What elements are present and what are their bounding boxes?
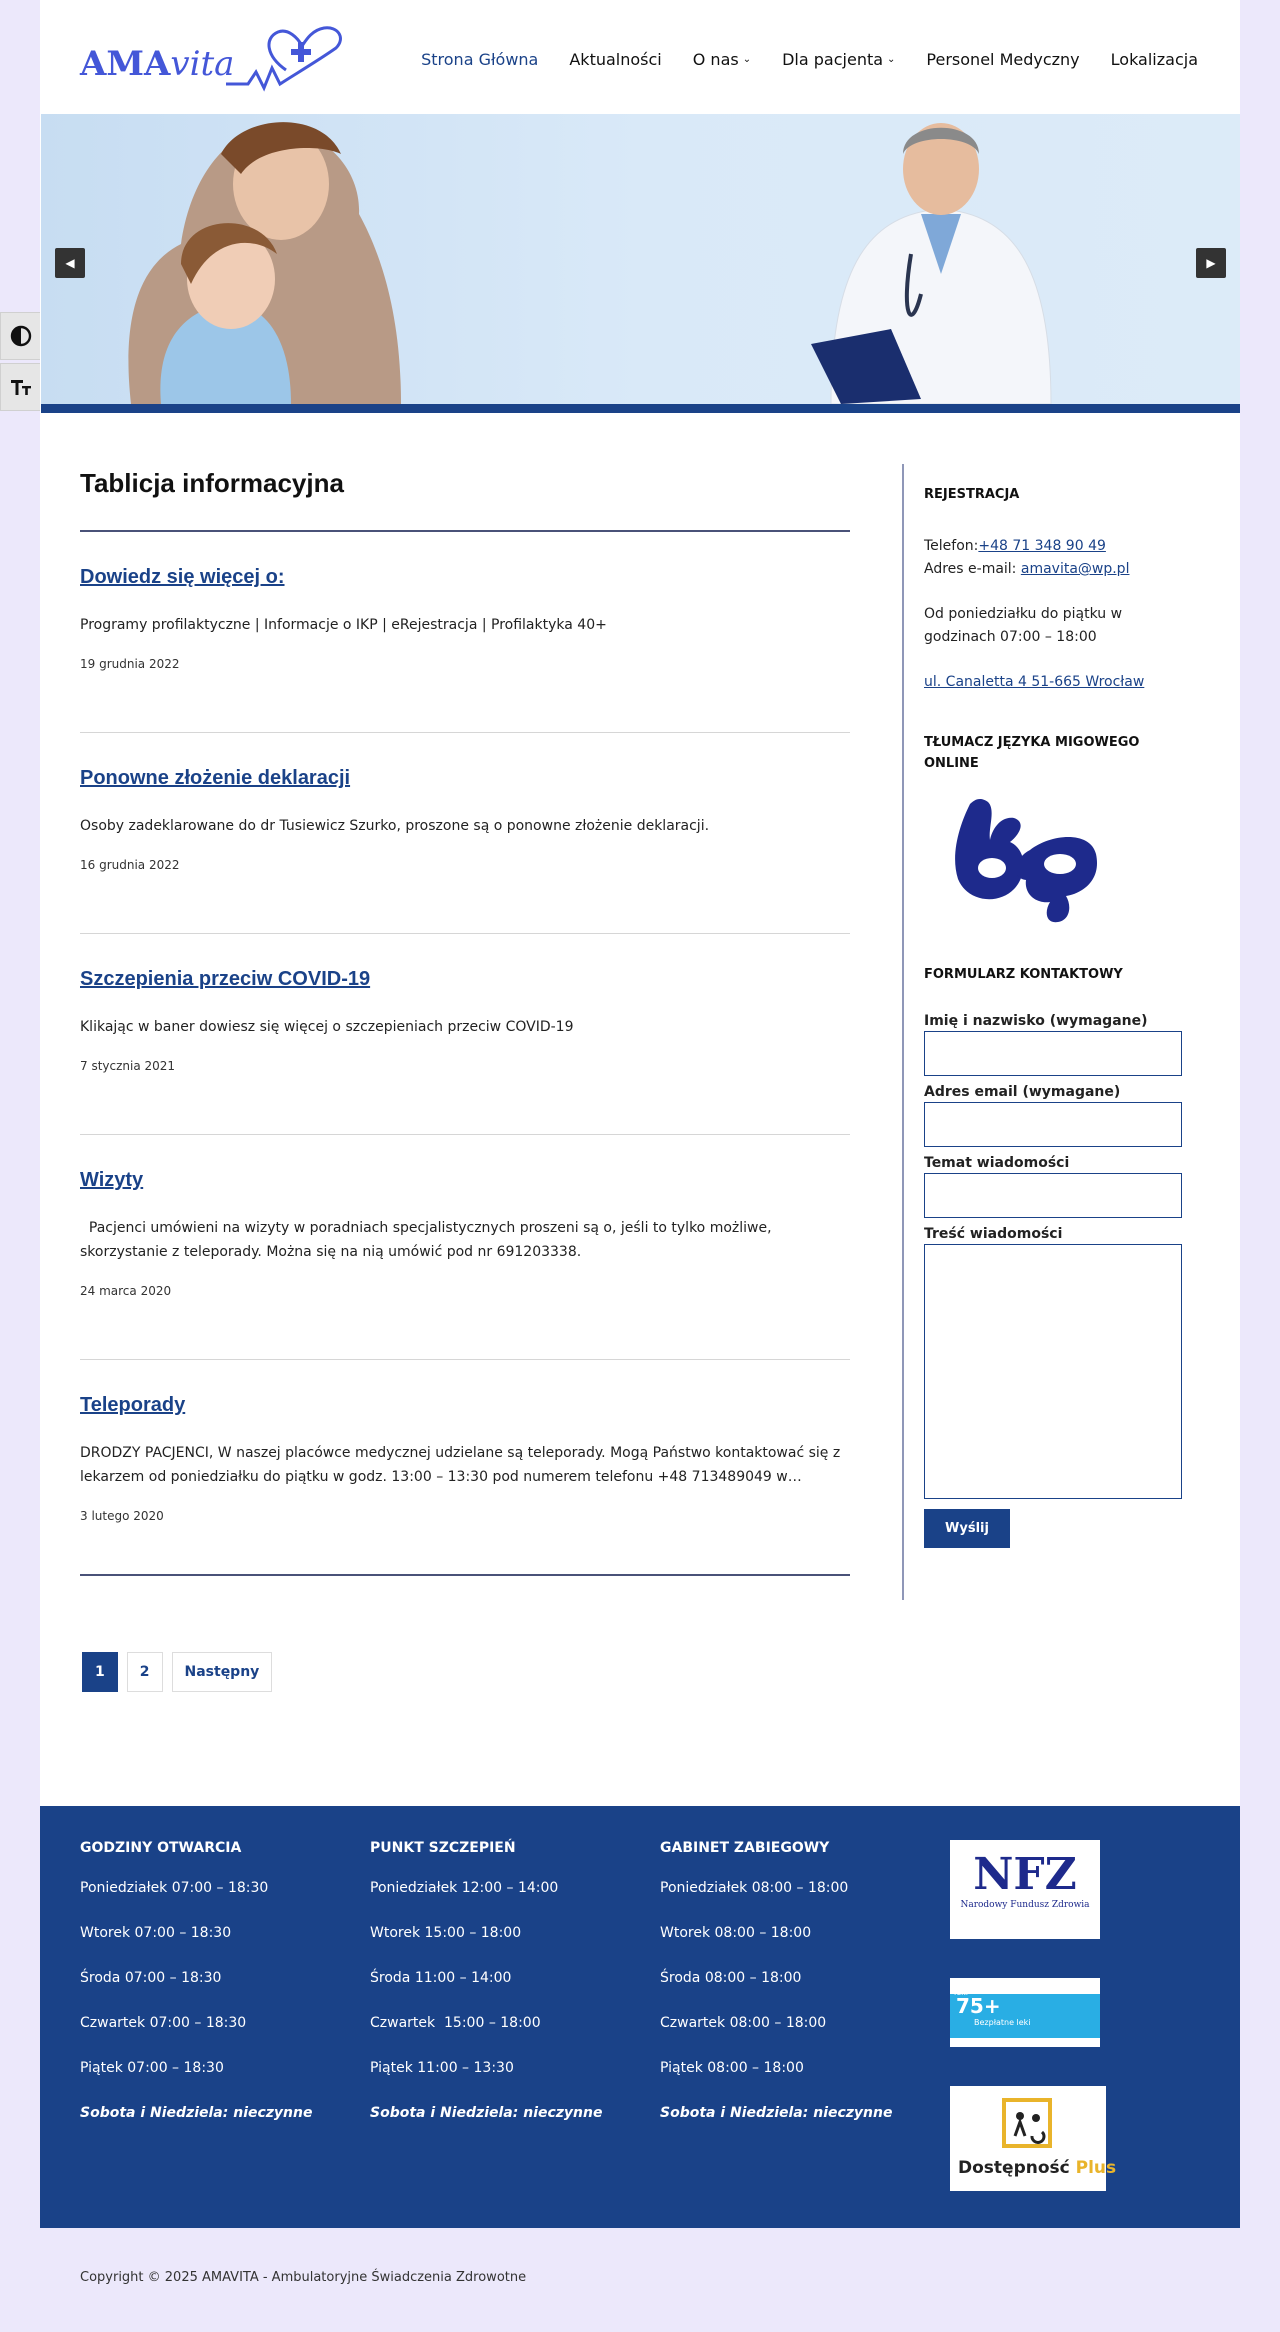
footer-heading: GABINET ZABIEGOWY <box>660 1840 830 1856</box>
footer-line: Wtorek 07:00 – 18:30 <box>80 1925 232 1941</box>
pagination <box>82 1652 272 1692</box>
post-item <box>80 1135 850 1360</box>
footer-line: Środa 08:00 – 18:00 <box>660 1970 802 1986</box>
subject-label: Temat wiadomości <box>924 1155 1070 1171</box>
footer-line: Poniedziałek 07:00 – 18:30 <box>80 1880 269 1896</box>
post-date: 24 marca 2020 <box>80 1284 172 1298</box>
footer-closed-note: Sobota i Niedziela: nieczynne <box>370 2105 603 2121</box>
nav-item-home[interactable] <box>421 50 538 69</box>
free-medicines-sub: Bezpłatne leki <box>974 2018 1031 2027</box>
accessibility-icon <box>998 2096 1058 2150</box>
footer-line: Poniedziałek 08:00 – 18:00 <box>660 1880 849 1896</box>
accessibility-plus-word: Plus <box>1075 2158 1117 2178</box>
logo-brand-bold: AMA <box>80 44 171 84</box>
free-medicines-number: 75+ <box>956 1994 1001 2018</box>
submit-button[interactable]: Wyślij <box>924 1509 1010 1548</box>
post-title-link[interactable]: Wizyty <box>80 1169 144 1191</box>
footer-heading: PUNKT SZCZEPIEŃ <box>370 1840 516 1856</box>
site-header <box>40 0 1240 114</box>
sign-language-hands-icon <box>940 794 1100 926</box>
footer-heading: GODZINY OTWARCIA <box>80 1840 242 1856</box>
contrast-icon <box>10 325 32 347</box>
text-size-button[interactable] <box>0 363 41 411</box>
phone-label: Telefon: <box>924 538 979 554</box>
nav-item-location[interactable] <box>1111 50 1198 69</box>
triangle-left-icon: ◀ <box>65 256 75 270</box>
post-item <box>80 733 850 934</box>
footer-line: Wtorek 15:00 – 18:00 <box>370 1925 522 1941</box>
address-link[interactable]: ul. Canaletta 4 51-665 Wrocław <box>924 674 1145 690</box>
post-excerpt: Pacjenci umówieni na wizyty w poradniach specjalistycznych proszeni są o, jeśli to tylko możliwe, skorzystanie z teleporady. Można się na nią umówić pod nr 691203338. <box>80 1220 776 1260</box>
post-title-link[interactable]: Szczepienia przeciw COVID-19 <box>80 968 371 990</box>
page-container <box>40 0 1240 2228</box>
post-date: 19 grudnia 2022 <box>80 657 180 671</box>
nav-label: Strona Główna <box>421 50 539 69</box>
footer-line: Środa 07:00 – 18:30 <box>80 1970 222 1986</box>
registration-heading: REJESTRACJA <box>924 487 1020 502</box>
footer-line: Piątek 08:00 – 18:00 <box>660 2060 804 2076</box>
post-date: 7 stycznia 2021 <box>80 1059 176 1073</box>
contrast-toggle-button[interactable] <box>0 312 41 360</box>
email-input[interactable] <box>924 1102 1182 1147</box>
footer-line: Piątek 07:00 – 18:30 <box>80 2060 224 2076</box>
subject-input[interactable] <box>924 1173 1182 1218</box>
message-textarea[interactable] <box>924 1244 1182 1499</box>
footer-column-opening-hours <box>80 1840 312 2126</box>
footer-column-vaccination <box>370 1840 602 2126</box>
nav-label: Dla pacjenta <box>782 50 884 69</box>
email-link[interactable]: amavita@wp.pl <box>1020 561 1130 577</box>
copyright-text: Copyright © 2025 AMAVITA - Ambulatoryjne Świadczenia Zdrowotne <box>80 2270 527 2285</box>
post-title-link[interactable]: Dowiedz się więcej o: <box>80 566 285 588</box>
footer-line: Czwartek 15:00 – 18:00 <box>370 2015 541 2031</box>
slider-bottom-bar <box>41 404 1240 413</box>
free-medicines-label: leki <box>954 1988 968 1997</box>
accessibility-plus-logo-link[interactable] <box>950 2086 1117 2191</box>
site-footer <box>40 1806 1240 2228</box>
chevron-down-icon: ⌄ <box>887 54 896 65</box>
footer-line: Wtorek 08:00 – 18:00 <box>660 1925 812 1941</box>
slider-prev-button[interactable] <box>55 248 85 278</box>
phone-link[interactable]: +48 71 348 90 49 <box>978 538 1106 554</box>
opening-hours-text: Od poniedziałku do piątku w godzinach 07:00 – 18:00 <box>924 606 1123 645</box>
post-title-link[interactable]: Ponowne złożenie deklaracji <box>80 767 351 789</box>
logo-brand-italic: vita <box>170 44 235 84</box>
nav-label: Lokalizacja <box>1110 50 1198 69</box>
sidebar <box>902 464 1200 1600</box>
footer-line: Piątek 11:00 – 13:30 <box>370 2060 514 2076</box>
email-label: Adres e-mail: <box>924 561 1021 577</box>
main-navigation <box>421 50 1198 69</box>
heart-cross-icon <box>80 26 342 92</box>
message-label: Treść wiadomości <box>924 1226 1063 1242</box>
triangle-right-icon: ▶ <box>1206 256 1216 270</box>
nfz-abbr: NFZ <box>973 1849 1077 1900</box>
post-item <box>80 934 850 1135</box>
contact-form-heading: FORMULARZ KONTAKTOWY <box>924 967 1123 982</box>
post-date: 3 lutego 2020 <box>80 1509 164 1523</box>
footer-column-treatment-room <box>660 1840 892 2126</box>
post-title-link[interactable]: Teleporady <box>80 1394 186 1416</box>
nav-item-about[interactable] <box>693 50 751 69</box>
footer-closed-note: Sobota i Niedziela: nieczynne <box>80 2105 313 2121</box>
free-medicines-logo-link[interactable] <box>950 1978 1100 2047</box>
post-excerpt: Programy profilaktyczne | Informacje o IKP | eRejestracja | Profilaktyka 40+ <box>80 617 607 633</box>
footer-line: Poniedziałek 12:00 – 14:00 <box>370 1880 559 1896</box>
chevron-down-icon: ⌄ <box>742 54 752 65</box>
post-excerpt: DRODZY PACJENCI, W naszej placówce medycznej udzielane są teleporady. Mogą Państwo kontaktować się z lekarzem od poniedziałku do piątku w godz. 13:00 – 13:30 pod numerem telefonu +48 713489049 w… <box>80 1445 841 1485</box>
hero-image <box>41 114 1240 404</box>
nav-label: Aktualności <box>569 50 662 69</box>
email-field-label: Adres email (wymagane) <box>924 1084 1121 1100</box>
site-logo[interactable] <box>80 26 342 92</box>
footer-line: Czwartek 08:00 – 18:00 <box>660 2015 827 2031</box>
post-item <box>80 532 850 733</box>
slider-next-button[interactable] <box>1196 248 1226 278</box>
footer-line: Środa 11:00 – 14:00 <box>370 1970 512 1986</box>
footer-closed-note: Sobota i Niedziela: nieczynne <box>660 2105 893 2121</box>
name-input[interactable] <box>924 1031 1182 1076</box>
hero-slider <box>41 114 1240 404</box>
page-2-button[interactable]: 2 <box>127 1652 163 1692</box>
page-title: Tablicja informacyjna <box>80 468 344 498</box>
post-excerpt: Klikając w baner dowiesz się więcej o szczepieniach przeciw COVID-19 <box>80 1019 574 1035</box>
post-date: 16 grudnia 2022 <box>80 858 180 872</box>
text-size-icon <box>9 377 33 397</box>
nav-item-for-patient[interactable] <box>782 50 895 69</box>
accessibility-word: Dostępność <box>958 2158 1070 2178</box>
nav-label: Personel Medyczny <box>926 50 1080 69</box>
nav-label: O nas <box>692 50 739 69</box>
post-excerpt: Osoby zadeklarowane do dr Tusiewicz Szurko, proszone są o ponowne złożenie deklaracji. <box>80 818 710 834</box>
nfz-name: Narodowy Fundusz Zdrowia <box>960 1900 1090 1910</box>
nfz-logo-link[interactable] <box>950 1840 1100 1939</box>
next-page-button[interactable]: Następny <box>172 1652 273 1692</box>
nav-item-news[interactable] <box>569 50 661 69</box>
nav-item-staff[interactable] <box>926 50 1079 69</box>
main-content <box>80 460 850 1576</box>
sign-language-heading: TŁUMACZ JĘZYKA MIGOWEGO ONLINE <box>924 735 1140 771</box>
footer-line: Czwartek 07:00 – 18:30 <box>80 2015 247 2031</box>
page-1-button[interactable]: 1 <box>82 1652 118 1692</box>
sign-language-link[interactable] <box>940 794 1200 930</box>
name-label: Imię i nazwisko (wymagane) <box>924 1013 1148 1029</box>
post-item <box>80 1360 850 1576</box>
